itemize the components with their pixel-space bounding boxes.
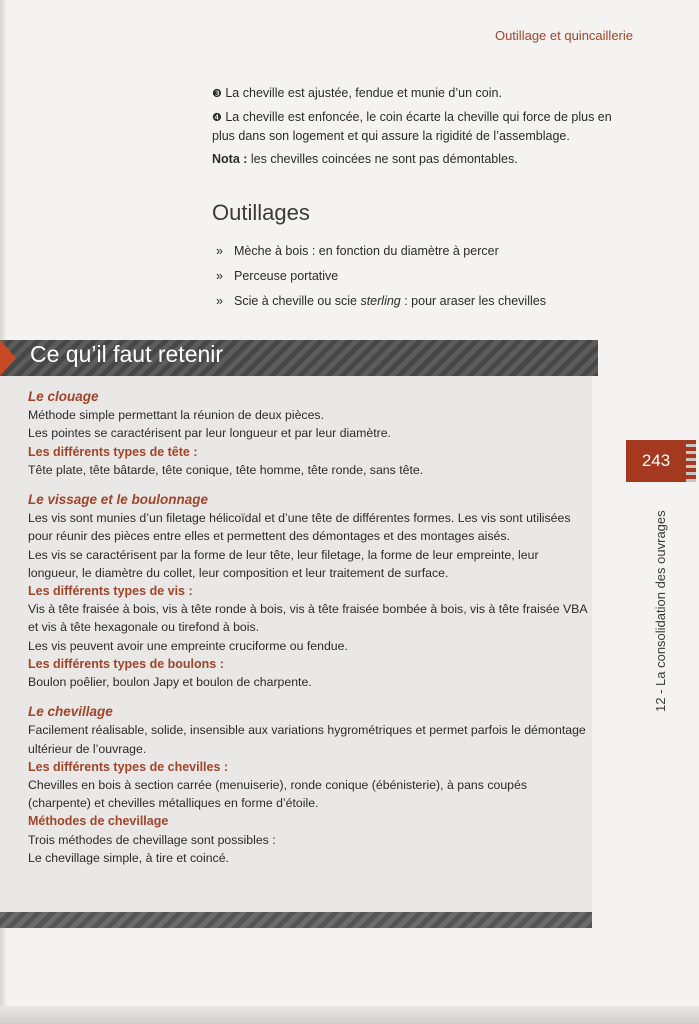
bullet-icon: » [216, 244, 223, 258]
paragraph: Le chevillage simple, à tire et coincé. [28, 850, 229, 865]
chapter-label: 12 - La consolidation des ouvrages [653, 510, 668, 712]
paragraph: Les pointes se caractérisent par leur longueur et par leur diamètre. [28, 426, 391, 441]
sub-heading: Les différents types de tête : [28, 444, 198, 459]
page-number-tab: 243 [626, 440, 686, 482]
running-head: Outillage et quincaillerie [494, 28, 633, 43]
paragraph: Chevilles en bois à section carrée (menuiserie), ronde conique (ébénisterie), à pans coupés (charpente) et chevilles métalliques en forme d’étoile. [28, 778, 527, 811]
tool-list [216, 244, 616, 319]
section-title-chevillage: Le chevillage [28, 704, 113, 720]
step-4 [212, 108, 612, 145]
step-3 [212, 84, 612, 103]
nota-text: les chevilles coincées ne sont pas démontables. [247, 152, 518, 166]
nota [212, 150, 612, 168]
paragraph: Les vis peuvent avoir une empreinte cruciforme ou fendue. [28, 638, 348, 653]
paragraph: Tête plate, tête bâtarde, tête conique, tête homme, tête ronde, sans tête. [28, 462, 424, 477]
bullet-icon: » [216, 294, 223, 308]
paragraph: Trois méthodes de chevillage sont possibles : [28, 832, 276, 847]
page-bottom-shadow [0, 1006, 699, 1024]
list-item: » Perceuse portative [216, 269, 339, 283]
sub-heading: Les différents types de chevilles : [28, 759, 229, 774]
step-number: ❹ [212, 112, 222, 124]
paragraph: Boulon poêlier, boulon Japy et boulon de charpente. [28, 675, 312, 690]
paragraph: Facilement réalisable, solide, insensible aux variations hygrométriques et permet parfois le démontage ultérieur de l’ouvrage. [28, 723, 586, 756]
tab-stripe [686, 440, 696, 482]
paragraph: Les vis sont munies d’un filetage hélicoïdal et d’une tête de différentes formes. Les vis sont utilisées pour réunir des pièces entre elles et permettent des démontages et des montages aisés. [28, 511, 571, 544]
assembly-steps [212, 84, 612, 173]
step-number: ❸ [212, 88, 222, 100]
sub-heading: Méthodes de chevillage [28, 814, 169, 829]
outillages-title: Outillages [212, 200, 310, 225]
paragraph: Méthode simple permettant la réunion de deux pièces. [28, 408, 324, 423]
nota-label: Nota : [212, 152, 248, 166]
summary-title: Ce qu’il faut retenir [30, 341, 224, 367]
section-title-vissage: Le vissage et le boulonnage [28, 492, 209, 508]
section-title-clouage: Le clouage [28, 389, 99, 404]
summary-footer-bar [0, 912, 592, 928]
list-item: » Scie à cheville ou scie sterling : pour araser les chevilles [216, 294, 546, 308]
bullet-icon: » [216, 269, 223, 283]
step-text: La cheville est enfoncée, le coin écarte la cheville qui force de plus en plus dans son logement et qui assure la rigidité de l’assemblage. [212, 110, 612, 143]
sub-heading: Les différents types de boulons : [28, 656, 224, 671]
paragraph: Vis à tête fraisée à bois, vis à tête ronde à bois, vis à tête fraisée bombée à bois, vis à tête fraisée VBA et vis à tête hexagonale ou tirefond à bois. [28, 602, 587, 635]
step-text: La cheville est ajustée, fendue et munie d’un coin. [225, 86, 502, 100]
sub-heading: Les différents types de vis : [28, 584, 193, 599]
summary-content [28, 388, 588, 867]
paragraph: Les vis se caractérisent par la forme de leur tête, leur filetage, la forme de leur empreinte, leur longueur, le diamètre du collet, leur composition et leur traitement de surface. [28, 547, 539, 580]
arrow-icon [0, 340, 16, 376]
list-item: » Mèche à bois : en fonction du diamètre à percer [216, 244, 499, 258]
